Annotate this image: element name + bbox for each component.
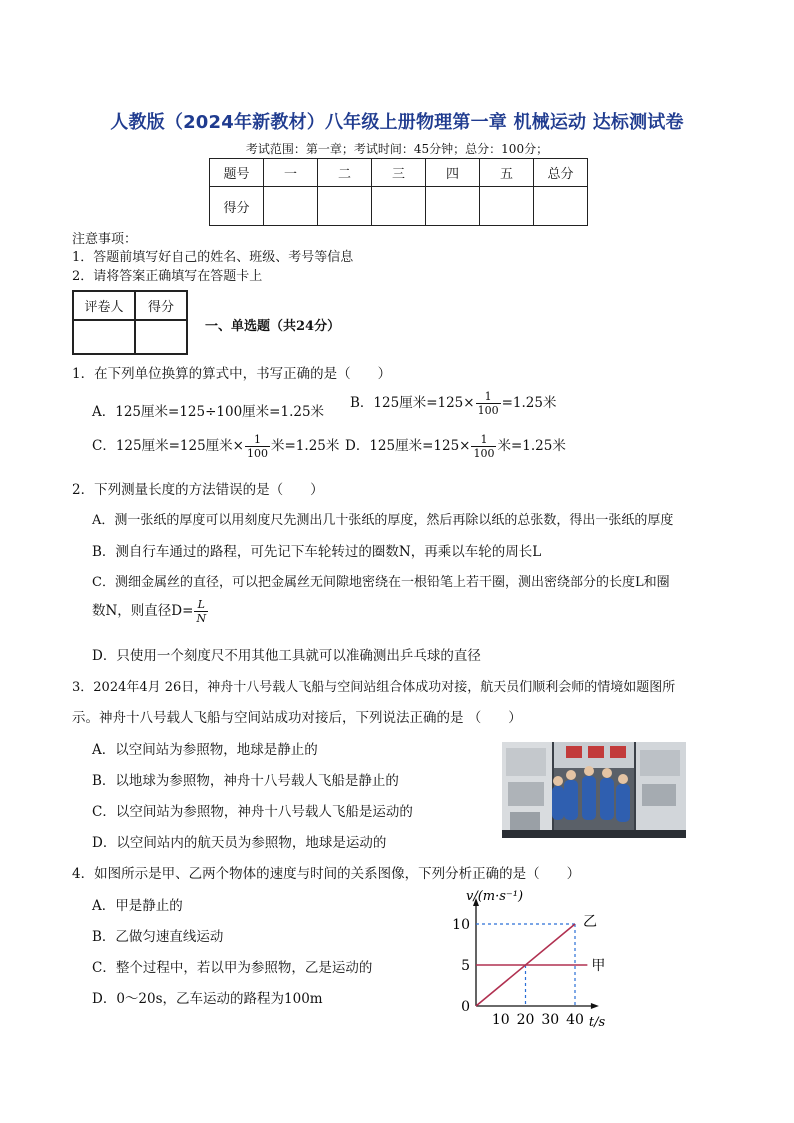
score-header-cell: 二	[318, 159, 372, 187]
q4-option-a: A．甲是静止的	[92, 898, 183, 914]
score-table	[209, 158, 588, 226]
fraction	[194, 598, 208, 625]
grader-header-cell: 评卷人	[73, 291, 135, 320]
fraction	[476, 390, 501, 417]
grader-header-cell: 得分	[135, 291, 187, 320]
q1-option-d	[345, 433, 566, 460]
fraction	[245, 433, 270, 460]
score-cell[interactable]	[480, 187, 534, 226]
x-tick-label: 10	[491, 1012, 510, 1028]
q1-option-c	[92, 433, 339, 460]
y-axis-label: v/(m·s⁻¹)	[466, 889, 524, 904]
velocity-time-chart	[440, 882, 620, 1032]
q2-option-c-line1: C．测细金属丝的直径，可以把金属丝无间隙地密绕在一根铅笔上若干圈，测出密绕部分的长度L和圈	[92, 575, 670, 590]
x-axis-label: t/s	[588, 1015, 606, 1030]
q4-option-b: B．乙做匀速直线运动	[92, 929, 224, 945]
fraction-numerator: L	[194, 598, 208, 612]
question-3-stem-line2: 示。神舟十八号载人飞船与空间站成功对接后，下列说法正确的是 （ ）	[72, 710, 522, 726]
fraction	[471, 433, 496, 460]
series-label: 甲	[591, 958, 606, 974]
q1-option-d-pre: D．125厘米=125×	[345, 438, 471, 454]
x-tick-label: 20	[516, 1012, 535, 1028]
q3-option-c: C．以空间站为参照物，神舟十八号载人飞船是运动的	[92, 804, 413, 820]
q3-option-b: B．以地球为参照物，神舟十八号载人飞船是静止的	[92, 773, 399, 789]
q2-option-c-line2	[92, 598, 209, 625]
q1-option-c-pre: C．125厘米=125厘米×	[92, 438, 244, 454]
fraction-denominator: 100	[473, 447, 495, 460]
fraction-denominator: 100	[477, 404, 499, 417]
q2-option-b: B．测自行车通过的路程，可先记下车轮转过的圈数N，再乘以车轮的周长L	[92, 544, 542, 560]
q3-option-d: D．以空间站内的航天员为参照物，地球是运动的	[92, 835, 387, 851]
question-1-stem: 1．在下列单位换算的算式中，书写正确的是（ ）	[72, 366, 392, 382]
q4-option-c: C．整个过程中，若以甲为参照物，乙是运动的	[92, 960, 373, 976]
page-title: 人教版（2024年新教材）八年级上册物理第一章 机械运动 达标测试卷	[110, 112, 684, 133]
section-title: 一、单选题（共24分）	[205, 319, 341, 334]
q2-option-c-pre: 数N，则直径D=	[92, 603, 194, 619]
score-header-cell: 总分	[534, 159, 588, 187]
y-tick-label: 0	[461, 999, 470, 1015]
score-row-label: 得分	[210, 187, 264, 226]
fraction-denominator: 100	[247, 447, 268, 460]
fraction-numerator: 1	[245, 433, 270, 447]
q1-option-d-post: 米=1.25米	[497, 438, 566, 454]
space-station-illustration	[502, 742, 686, 838]
q1-option-b	[350, 390, 556, 417]
q3-option-a: A．以空间站为参照物，地球是静止的	[92, 742, 318, 758]
score-header-cell: 一	[264, 159, 318, 187]
series-label: 乙	[583, 914, 597, 930]
score-cell[interactable]	[426, 187, 480, 226]
fraction-numerator: 1	[476, 390, 501, 404]
score-header-cell: 四	[426, 159, 480, 187]
q1-option-b-pre: B．125厘米=125×	[350, 395, 475, 411]
note-item: 2．请将答案正确填写在答题卡上	[72, 269, 263, 284]
fraction-denominator: N	[196, 612, 207, 625]
score-cell[interactable]	[318, 187, 372, 226]
y-tick-label: 5	[461, 958, 470, 974]
question-4-stem: 4．如图所示是甲、乙两个物体的速度与时间的关系图像，下列分析正确的是（ ）	[72, 866, 581, 882]
x-tick-label: 30	[541, 1012, 560, 1028]
score-header-cell: 五	[480, 159, 534, 187]
q2-option-a: A．测一张纸的厚度可以用刻度尺先测出几十张纸的厚度，然后再除以纸的总张数，得出一张纸的厚度	[92, 513, 674, 528]
question-2-stem: 2．下列测量长度的方法错误的是（ ）	[72, 482, 324, 498]
question-3-stem-line1: 3．2024年4月 26日，神舟十八号载人飞船与空间站组合体成功对接，航天员们顺利会师的情境如题图所	[72, 680, 676, 695]
score-cell[interactable]	[372, 187, 426, 226]
notes-title: 注意事项：	[72, 232, 138, 247]
q1-option-a: A．125厘米=125÷100厘米=1.25米	[92, 404, 325, 420]
score-header-cell: 题号	[210, 159, 264, 187]
grader-cell[interactable]	[135, 320, 187, 354]
x-tick-label: 40	[566, 1012, 584, 1028]
q1-option-c-post: 米=1.25米	[271, 438, 340, 454]
q1-option-b-post: =1.25米	[501, 395, 557, 411]
score-cell[interactable]	[264, 187, 318, 226]
space-station-photo	[502, 742, 686, 838]
q2-option-d: D．只使用一个刻度尺不用其他工具就可以准确测出乒乓球的直径	[92, 648, 481, 664]
grader-cell[interactable]	[73, 320, 135, 354]
score-header-cell: 三	[372, 159, 426, 187]
x-axis-arrow	[591, 1003, 599, 1009]
note-item: 1．答题前填写好自己的姓名、班级、考号等信息	[72, 250, 354, 265]
score-cell[interactable]	[534, 187, 588, 226]
fraction-numerator: 1	[471, 433, 496, 447]
grader-table	[72, 290, 188, 355]
y-tick-label: 10	[452, 917, 470, 933]
exam-info: 考试范围：第一章；考试时间：45分钟；总分：100分；	[245, 142, 549, 156]
q4-option-d: D．0～20s，乙车运动的路程为100m	[92, 991, 323, 1007]
